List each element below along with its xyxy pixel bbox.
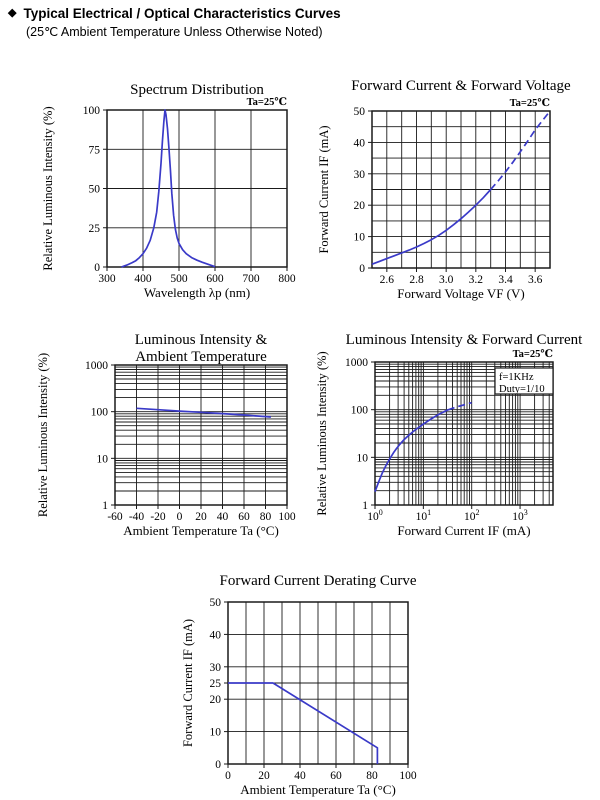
if-vf-title: Forward Current & Forward Voltage bbox=[351, 78, 571, 94]
if-vf-x-tick: 2.6 bbox=[379, 274, 395, 286]
li-if-x-axis-label: Forward Current IF (mA) bbox=[397, 523, 531, 538]
li-if-x-tick: $10^1$ bbox=[415, 508, 432, 523]
if-vf-x-tick: 3.0 bbox=[438, 274, 454, 286]
if-vf-y-tick: 40 bbox=[353, 137, 365, 150]
if-vf-x-tick: 3.6 bbox=[527, 274, 543, 286]
derating-x-tick: 20 bbox=[258, 770, 270, 782]
derating-x-tick: 40 bbox=[294, 770, 306, 782]
li-ta-x-tick: 60 bbox=[238, 511, 250, 523]
if-vf-y-tick: 30 bbox=[353, 168, 365, 181]
derating-y-tick: 40 bbox=[209, 629, 221, 642]
li-ta-gridlines bbox=[115, 365, 287, 505]
li-ta-x-tick: -60 bbox=[107, 511, 123, 523]
li-ta-y-tick: 10 bbox=[96, 453, 108, 466]
li-ta-x-tick: 20 bbox=[195, 511, 207, 523]
header-line bbox=[8, 6, 592, 21]
li-if-y-tick: 10 bbox=[356, 452, 368, 465]
forward-current-derating-chart bbox=[150, 543, 465, 800]
li-ta-x-tick: 100 bbox=[278, 511, 296, 523]
li-if-y-axis-label: Relative Luminous Intensity (%) bbox=[315, 351, 329, 516]
if-vf-x-tick: 3.2 bbox=[468, 274, 484, 286]
page-subtitle: (25℃ Ambient Temperature Unless Otherwise Noted) bbox=[26, 25, 323, 39]
li-ta-x-tick: 0 bbox=[176, 511, 183, 523]
li-ta-x-axis-label: Ambient Temperature Ta (°C) bbox=[123, 523, 279, 538]
spectrum-y-tick: 50 bbox=[88, 183, 100, 196]
page-header bbox=[8, 6, 592, 39]
page-title: Typical Electrical / Optical Characteristics Curves bbox=[23, 6, 341, 21]
li-ta-x-tick: 80 bbox=[259, 511, 272, 523]
spectrum-y-tick: 100 bbox=[82, 105, 100, 117]
li-if-x-tick: $10^3$ bbox=[512, 508, 528, 523]
forward-current-forward-voltage-chart bbox=[310, 68, 600, 308]
spectrum-x-tick: 700 bbox=[242, 273, 260, 285]
li-ta-y-tick: 1000 bbox=[85, 360, 108, 372]
derating-y-tick: 25 bbox=[209, 678, 221, 690]
spectrum-x-tick: 500 bbox=[170, 273, 188, 285]
li-if-y-tick: 1 bbox=[362, 500, 368, 512]
li-ta-y-tick: 100 bbox=[90, 406, 108, 419]
spectrum-y-axis-label: Relative Luminous Intensity (%) bbox=[41, 106, 55, 271]
derating-x-tick: 80 bbox=[366, 770, 378, 782]
li-if-x-tick: $10^0$ bbox=[367, 508, 383, 523]
if-vf-x-tick: 2.8 bbox=[409, 274, 424, 286]
spectrum-gridlines bbox=[107, 110, 287, 267]
derating-x-axis-label: Ambient Temperature Ta (°C) bbox=[240, 782, 396, 797]
li-if-title: Luminous Intensity & Forward Current bbox=[345, 332, 583, 348]
li-if-annotation: Duty=1/10 bbox=[499, 384, 545, 395]
li-if-annotation: f=1KHz bbox=[499, 372, 534, 383]
spectrum-y-tick: 25 bbox=[88, 222, 100, 235]
if-vf-x-axis-label: Forward Voltage VF (V) bbox=[397, 286, 525, 301]
luminous-intensity-ambient-temperature-chart bbox=[25, 316, 310, 548]
li-ta-title: Luminous Intensity & bbox=[134, 332, 268, 348]
li-if-curve-relative-luminous-intensity-measured bbox=[375, 410, 448, 492]
spectrum-distribution-chart bbox=[30, 68, 310, 308]
spectrum-x-tick: 300 bbox=[98, 273, 116, 285]
li-if-condition-note: Ta=25℃ bbox=[512, 349, 553, 360]
derating-title: Forward Current Derating Curve bbox=[219, 573, 417, 589]
li-if-y-tick: 1000 bbox=[345, 357, 368, 369]
if-vf-y-tick: 20 bbox=[353, 200, 365, 213]
derating-x-tick: 100 bbox=[399, 770, 417, 782]
derating-y-tick: 50 bbox=[209, 597, 221, 609]
spectrum-x-tick: 400 bbox=[134, 273, 152, 285]
spectrum-condition-note: Ta=25℃ bbox=[246, 97, 287, 108]
derating-y-tick: 20 bbox=[209, 694, 221, 707]
spectrum-y-tick: 75 bbox=[88, 144, 100, 157]
derating-y-tick: 30 bbox=[209, 661, 221, 674]
derating-x-tick: 60 bbox=[330, 770, 342, 782]
derating-y-tick: 0 bbox=[215, 759, 221, 771]
derating-x-tick: 0 bbox=[225, 770, 231, 782]
spectrum-x-tick: 600 bbox=[206, 273, 224, 285]
if-vf-gridlines bbox=[372, 111, 550, 268]
spectrum-x-tick: 800 bbox=[278, 273, 296, 285]
derating-y-tick: 10 bbox=[209, 726, 221, 739]
if-vf-y-axis-label: Forward Current IF (mA) bbox=[317, 125, 331, 254]
li-ta-curve-relative-luminous-intensity bbox=[137, 408, 271, 417]
if-vf-y-tick: 50 bbox=[353, 106, 365, 118]
li-if-curve-relative-luminous-intensity-extrapolated bbox=[448, 403, 472, 410]
diamond-bullet-icon: ◆ bbox=[8, 7, 17, 19]
li-ta-x-tick: -40 bbox=[128, 511, 145, 523]
li-ta-y-axis-label: Relative Luminous Intensity (%) bbox=[36, 352, 50, 518]
luminous-intensity-forward-current-chart bbox=[310, 316, 600, 548]
li-ta-y-tick: 1 bbox=[102, 500, 108, 512]
spectrum-x-axis-label: Wavelength λp (nm) bbox=[143, 285, 251, 300]
if-vf-y-tick: 10 bbox=[353, 231, 365, 244]
derating-y-axis-label: Forward Current IF (mA) bbox=[181, 618, 195, 748]
if-vf-x-tick: 3.4 bbox=[498, 274, 513, 286]
li-ta-title: Ambient Temperature bbox=[135, 349, 267, 365]
li-if-y-tick: 100 bbox=[350, 404, 368, 417]
spectrum-y-tick: 0 bbox=[94, 262, 100, 274]
if-vf-condition-note: Ta=25℃ bbox=[509, 98, 550, 109]
li-if-x-tick: $10^2$ bbox=[463, 508, 480, 523]
spectrum-title: Spectrum Distribution bbox=[130, 82, 264, 98]
li-ta-x-tick: 40 bbox=[216, 511, 229, 523]
if-vf-y-tick: 0 bbox=[359, 263, 365, 275]
derating-curve-max-forward-current bbox=[228, 683, 377, 764]
li-ta-x-tick: -20 bbox=[150, 511, 166, 523]
